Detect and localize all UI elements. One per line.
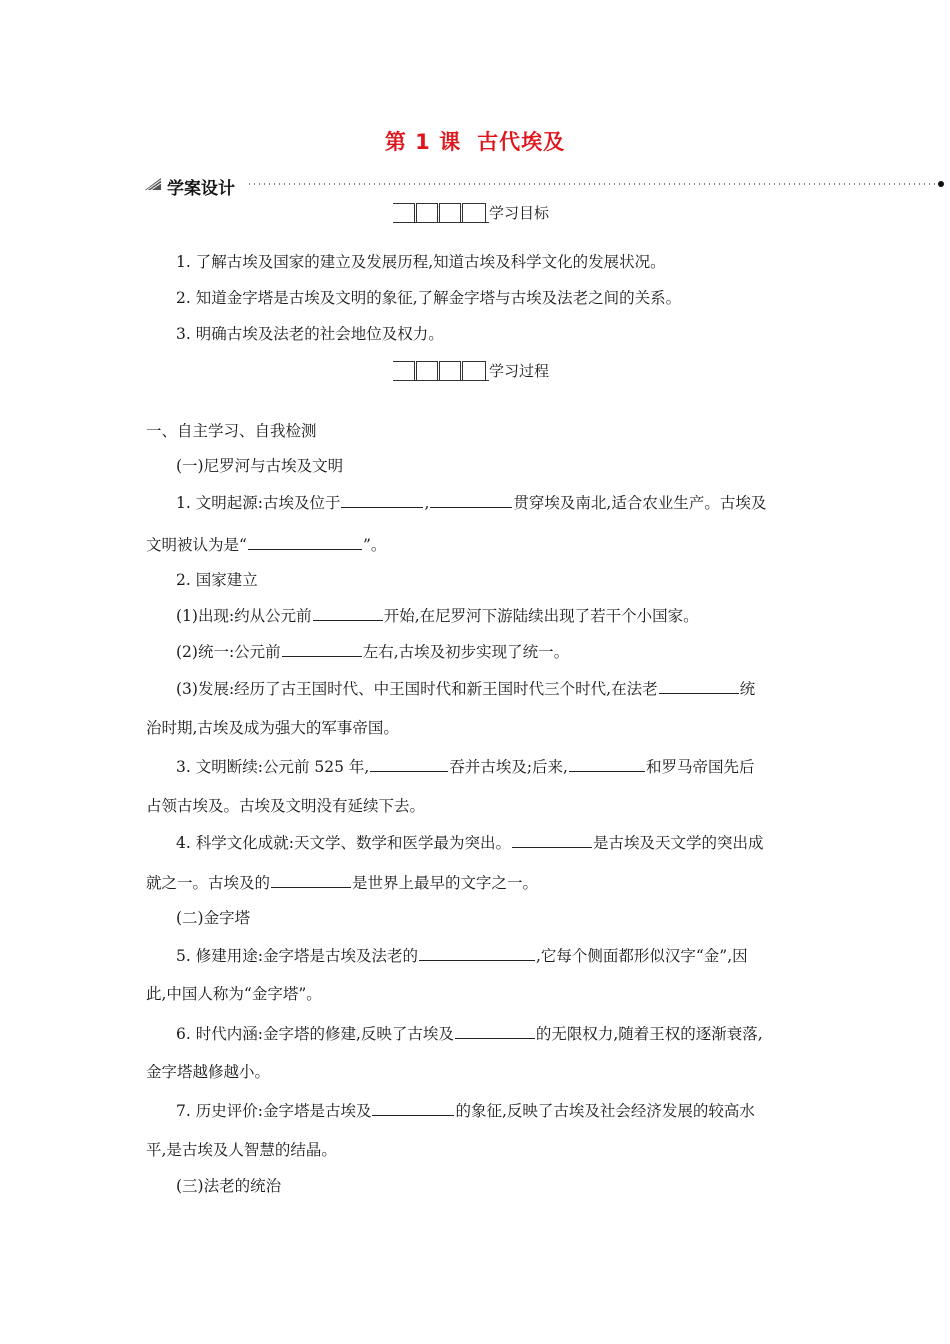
lesson-name: 古代埃及 bbox=[477, 130, 566, 154]
blank-4[interactable] bbox=[313, 604, 383, 621]
question-2-heading: 2. 国家建立 bbox=[176, 571, 258, 589]
question-4-line-1: 4. 科学文化成就:天文学、数学和医学最为突出。 是古埃及天文学的突出成 bbox=[176, 831, 763, 854]
blank-9[interactable] bbox=[512, 831, 592, 848]
question-2-3-line-1: (3)发展:经历了古王国时代、中王国时代和新王国时代三个时代,在法老 统 bbox=[176, 677, 755, 700]
question-5-line-1: 5. 修建用途:金字塔是古埃及法老的 ,它每个侧面都形似汉字“金”,因 bbox=[176, 944, 748, 967]
subsection-3: (三)法老的统治 bbox=[176, 1177, 282, 1195]
blank-6[interactable] bbox=[659, 677, 739, 694]
question-4-line-2: 就之一。古埃及的 是世界上最早的文字之一。 bbox=[146, 871, 538, 894]
question-1-line-2: 文明被认为是“ ”。 bbox=[146, 533, 386, 556]
part-heading-1: 一、自主学习、自我检测 bbox=[146, 422, 317, 440]
blank-5[interactable] bbox=[282, 640, 362, 657]
blank-8[interactable] bbox=[569, 755, 645, 772]
question-2-3-line-2: 治时期,古埃及成为强大的军事帝国。 bbox=[146, 719, 399, 737]
process-heading-label: 学习过程 bbox=[489, 362, 550, 380]
process-heading bbox=[393, 361, 549, 381]
question-7-line-2: 平,是古埃及人智慧的结晶。 bbox=[146, 1141, 337, 1159]
goal-item-3: 3. 明确古埃及法老的社会地位及权力。 bbox=[176, 325, 444, 343]
question-2-1: (1)出现:约从公元前 开始,在尼罗河下游陆续出现了若干个小国家。 bbox=[176, 604, 699, 627]
blank-10[interactable] bbox=[271, 871, 351, 888]
page-title bbox=[0, 126, 950, 156]
question-2-2: (2)统一:公元前 左右,古埃及初步实现了统一。 bbox=[176, 640, 569, 663]
question-7-line-1: 7. 历史评价:金字塔是古埃及 的象征,反映了古埃及社会经济发展的较高水 bbox=[176, 1099, 755, 1122]
question-5-line-2: 此,中国人称为“金字塔”。 bbox=[146, 985, 322, 1003]
banner-decoration bbox=[143, 176, 945, 196]
blank-12[interactable] bbox=[455, 1022, 535, 1039]
goals-heading bbox=[393, 203, 549, 223]
blank-11[interactable] bbox=[419, 944, 535, 961]
lesson-number: 第 1 课 bbox=[384, 130, 462, 154]
goal-item-1: 1. 了解古埃及国家的建立及发展历程,知道古埃及科学文化的发展状况。 bbox=[176, 253, 666, 271]
subsection-2: (二)金字塔 bbox=[176, 909, 251, 927]
goals-heading-label: 学习目标 bbox=[489, 204, 550, 222]
banner-label: 学案设计 bbox=[167, 179, 235, 199]
blank-7[interactable] bbox=[370, 755, 448, 772]
blank-1[interactable] bbox=[341, 491, 423, 508]
blank-3[interactable] bbox=[248, 533, 362, 550]
question-3-line-2: 占领古埃及。古埃及文明没有延续下去。 bbox=[146, 797, 426, 815]
subsection-1: (一)尼罗河与古埃及文明 bbox=[176, 457, 344, 475]
blank-2[interactable] bbox=[430, 491, 512, 508]
section-banner bbox=[143, 176, 945, 199]
question-3-line-1: 3. 文明断续:公元前 525 年, 吞并古埃及;后来, 和罗马帝国先后 bbox=[176, 755, 754, 778]
question-6-line-1: 6. 时代内涵:金字塔的修建,反映了古埃及 的无限权力,随着王权的逐渐衰落, bbox=[176, 1022, 763, 1045]
blank-13[interactable] bbox=[372, 1099, 454, 1116]
goal-item-2: 2. 知道金字塔是古埃及文明的象征,了解金字塔与古埃及法老之间的关系。 bbox=[176, 289, 682, 307]
question-1-line-1: 1. 文明起源:古埃及位于 , 贯穿埃及南北,适合农业生产。古埃及 bbox=[176, 491, 766, 514]
question-6-line-2: 金字塔越修越小。 bbox=[146, 1063, 271, 1081]
